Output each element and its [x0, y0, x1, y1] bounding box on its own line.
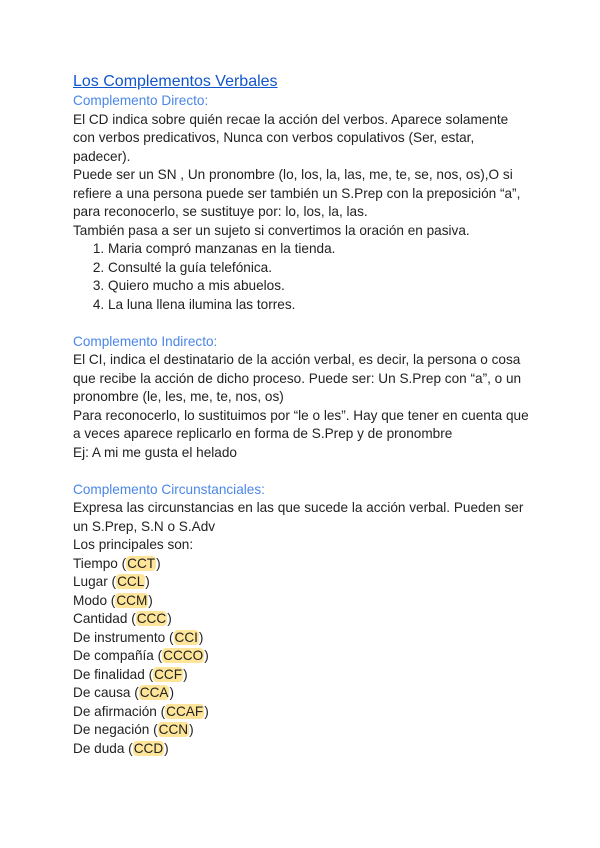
complement-label: De compañía [73, 648, 154, 663]
code-highlight: CCA [139, 685, 169, 700]
code-highlight: CCF [154, 666, 183, 682]
paragraph: Ej: A mi me gusta el helado [73, 444, 237, 460]
code-highlight: CCM [116, 592, 148, 608]
examples-list [73, 240, 533, 314]
complement-label: Lugar [73, 574, 108, 589]
code-highlight: CCT [127, 555, 156, 571]
complement-types-list [73, 555, 533, 759]
complement-label: De duda [73, 740, 125, 756]
complement-label: De afirmación [73, 703, 157, 719]
complement-label: Cantidad [73, 611, 128, 626]
list-item: De instrumento (CCI) [73, 629, 204, 645]
paragraph: El CI, indica el destinatario de la acción verbal, es decir, la persona o cosa que recibe la acción de dicho proceso. Puede ser: Un S.Prep con “a”, o un pronombre (le, les, me, te, nos, os) [73, 352, 522, 404]
paragraph: También pasa a ser un sujeto si convertimos la oración en pasiva. [73, 222, 470, 238]
list-item: 3. Quiero mucho a mis abuelos. [108, 277, 533, 296]
code-highlight: CCC [136, 611, 167, 626]
paragraph: Puede ser un SN , Un pronombre (lo, los, la, las, me, te, se, nos, os),O si refiere a una persona puede ser también un S.Prep con la preposición “a”, para reconocerlo, se sustituye por: lo, los, la, las. [73, 167, 521, 219]
spacer [73, 314, 533, 333]
code-highlight: CCN [158, 722, 189, 737]
paragraph: Expresa las circunstancias en las que sucede la acción verbal. Pueden ser un S.Prep, S.N o S.Adv [73, 500, 524, 534]
code-highlight: CCAF [166, 703, 204, 719]
complement-label: Tiempo [73, 555, 118, 571]
list-item: Tiempo (CCT) [73, 555, 161, 571]
list-item: Lugar (CCL) [73, 574, 150, 589]
section-heading-circunstanciales: Complemento Circunstanciales: [73, 481, 265, 497]
paragraph: Los principales son: [73, 537, 194, 552]
complement-label: De negación [73, 722, 150, 737]
list-item: Cantidad (CCC) [73, 611, 172, 626]
document-title[interactable]: Los Complementos Verbales [73, 73, 278, 90]
list-item: Modo (CCM) [73, 592, 153, 608]
paragraph: Para reconocerlo, lo sustituimos por “le o les”. Hay que tener en cuenta que a veces aparece replicarlo en forma de S.Prep y de pronombre [73, 407, 529, 441]
list-item: De finalidad (CCF) [73, 666, 188, 682]
code-highlight: CCL [117, 574, 145, 589]
complement-label: Modo [73, 592, 108, 608]
code-highlight: CCCO [163, 648, 204, 663]
spacer [73, 462, 533, 481]
code-highlight: CCD [133, 740, 164, 756]
list-item: 1. Maria compró manzanas en la tienda. [108, 240, 533, 259]
complement-label: De finalidad [73, 666, 145, 682]
list-item: 4. La luna llena ilumina las torres. [108, 296, 533, 315]
code-highlight: CCI [174, 629, 198, 645]
complement-label: De instrumento [73, 629, 166, 645]
complement-label: De causa [73, 685, 131, 700]
list-item: De compañía (CCCO) [73, 648, 209, 663]
list-item: De causa (CCA) [73, 685, 174, 700]
section-heading-directo: Complemento Directo: [73, 93, 209, 108]
list-item: De duda (CCD) [73, 740, 169, 756]
list-item: De afirmación (CCAF) [73, 703, 209, 719]
paragraph: El CD indica sobre quién recae la acción del verbos. Aparece solamente con verbos predicativos, Nunca con verbos copulativos (Ser, estar, padecer). [73, 111, 509, 164]
list-item: De negación (CCN) [73, 722, 194, 737]
section-heading-indirecto: Complemento Indirecto: [73, 333, 218, 349]
document-content [73, 72, 533, 758]
list-item: 2. Consulté la guía telefónica. [108, 259, 533, 278]
